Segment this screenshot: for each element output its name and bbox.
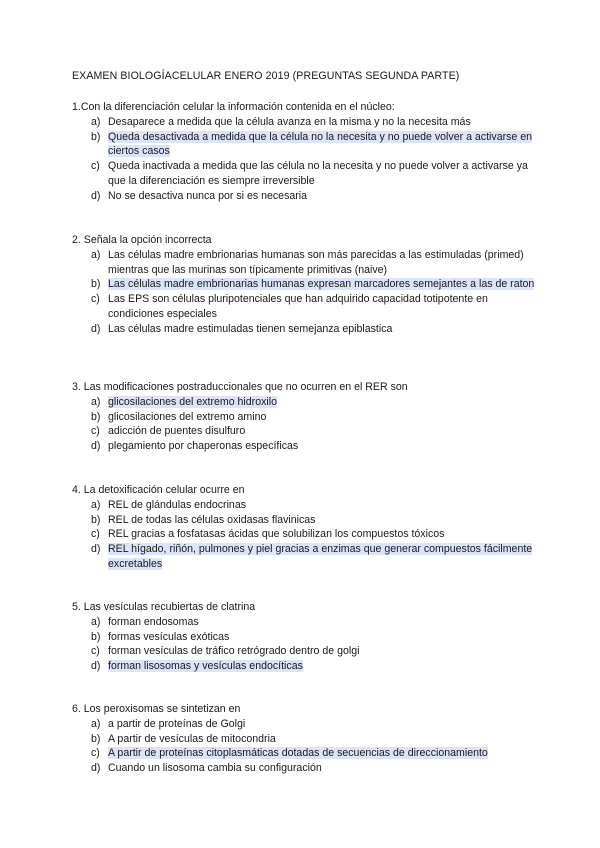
option-text: Las EPS son células pluripotenciales que han adquirido capacidad totipotente en condiciones especiales [108,293,488,320]
option-letter: c) [91,747,100,760]
option-letter: d) [91,762,101,775]
option-text: Las células madre embrionarias humanas expresan marcadores semejantes a las de raton [108,278,535,291]
option-letter: b) [91,410,101,423]
option-text: forman vesículas de tráfico retrógrado dentro de golgi [108,645,360,658]
option-letter: b) [91,278,101,291]
option-letter: b) [91,130,101,143]
question-6 [72,702,542,776]
question-text: 3. Las modificaciones postraduccionales que no ocurren en el RER son [72,381,408,393]
option-text: REL hígado, riñón, pulmones y piel gracias a enzimas que generar compuestos fácilmente excretables [108,543,533,570]
option-d [72,439,542,454]
option-d [72,189,542,204]
question-3 [72,380,542,454]
option-b [72,410,542,425]
option-letter: b) [91,513,101,526]
option-a [72,498,542,513]
option-c [72,746,542,761]
option-text: glicosilaciones del extremo amino [108,410,267,423]
option-b [72,130,542,160]
question-1 [72,100,542,204]
option-letter: a) [91,115,101,128]
option-c [72,424,542,439]
option-text: glicosilaciones del extremo hidroxilo [108,395,277,408]
question-text: 1.Con la diferenciación celular la información contenida en el núcleo: [72,101,395,113]
option-letter: c) [91,160,100,173]
option-a [72,248,542,278]
option-c [72,159,542,189]
option-letter: b) [91,732,101,745]
option-text: formas vesículas exóticas [108,630,230,643]
option-d [72,542,542,572]
option-text: Las células madre estimuladas tienen semejanza epiblastica [108,322,393,335]
option-text: plegamiento por chaperonas específicas [108,440,299,453]
option-text: REL gracias a fosfatasas ácidas que solubilizan los compuestos tóxicos [108,528,445,541]
option-text: A partir de vesículas de mitocondria [108,732,276,745]
options-list [72,717,542,776]
option-letter: a) [91,498,101,511]
option-b [72,513,542,528]
option-text: adicción de puentes disulfuro [108,425,246,438]
question-2 [72,233,542,337]
option-letter: c) [91,293,100,306]
option-letter: d) [91,660,101,673]
question-4 [72,483,542,572]
options-list [72,115,542,204]
option-text: REL de glándulas endocrinas [108,498,247,511]
options-list [72,615,542,674]
option-text: Queda desactivada a medida que la célula no la necesita y no puede volver a activarse en ciertos casos [108,130,533,158]
question-text: 4. La detoxificación celular ocurre en [72,484,245,496]
option-letter: d) [91,543,101,556]
option-letter: d) [91,189,101,202]
option-text: Cuando un lisosoma cambia su configuración [108,762,322,775]
option-a [72,395,542,410]
option-b [72,277,542,292]
option-text: No se desactiva nunca por si es necesaria [108,189,308,202]
option-text: Las células madre embrionarias humanas son más parecidas a las estimuladas (primed) mientras que las murinas son típicamente primitivas (naive) [108,248,524,276]
option-a [72,717,542,732]
option-a [72,115,542,130]
option-c [72,527,542,542]
options-list [72,395,542,454]
question-text: 2. Señala la opción incorrecta [72,234,212,246]
options-list [72,498,542,572]
option-text: A partir de proteínas citoplasmáticas dotadas de secuencias de direccionamiento [108,747,488,760]
option-letter: d) [91,322,101,335]
option-text: Desaparece a medida que la célula avanza en la misma y no la necesita más [108,115,471,128]
option-letter: a) [91,717,101,730]
option-text: Queda inactivada a medida que las célula no la necesita y no puede volver a activarse ya que la diferenciación es siempre irreversible [108,160,528,187]
option-a [72,615,542,630]
option-b [72,732,542,747]
option-letter: b) [91,630,101,643]
question-text: 6. Los peroxisomas se sintetizan en [72,703,241,715]
option-b [72,630,542,645]
options-list [72,248,542,337]
question-5 [72,600,542,674]
option-d [72,761,542,776]
option-letter: d) [91,440,101,453]
option-letter: c) [91,645,100,658]
option-text: forman endosomas [108,615,199,628]
option-c [72,292,542,322]
option-letter: a) [91,615,101,628]
option-c [72,644,542,659]
option-text: forman lisosomas y vesículas endocíticas [108,660,303,673]
option-letter: a) [91,248,101,261]
option-text: a partir de proteínas de Golgi [108,717,246,730]
page-title: EXAMEN BIOLOGÍACELULAR ENERO 2019 (PREGUNTAS SEGUNDA PARTE) [72,70,460,82]
option-letter: c) [91,425,100,438]
option-letter: a) [91,395,101,408]
option-letter: c) [91,528,100,541]
option-d [72,322,542,337]
option-d [72,659,542,674]
question-text: 5. Las vesículas recubiertas de clatrina [72,601,256,613]
option-text: REL de todas las células oxidasas flavinicas [108,513,316,526]
